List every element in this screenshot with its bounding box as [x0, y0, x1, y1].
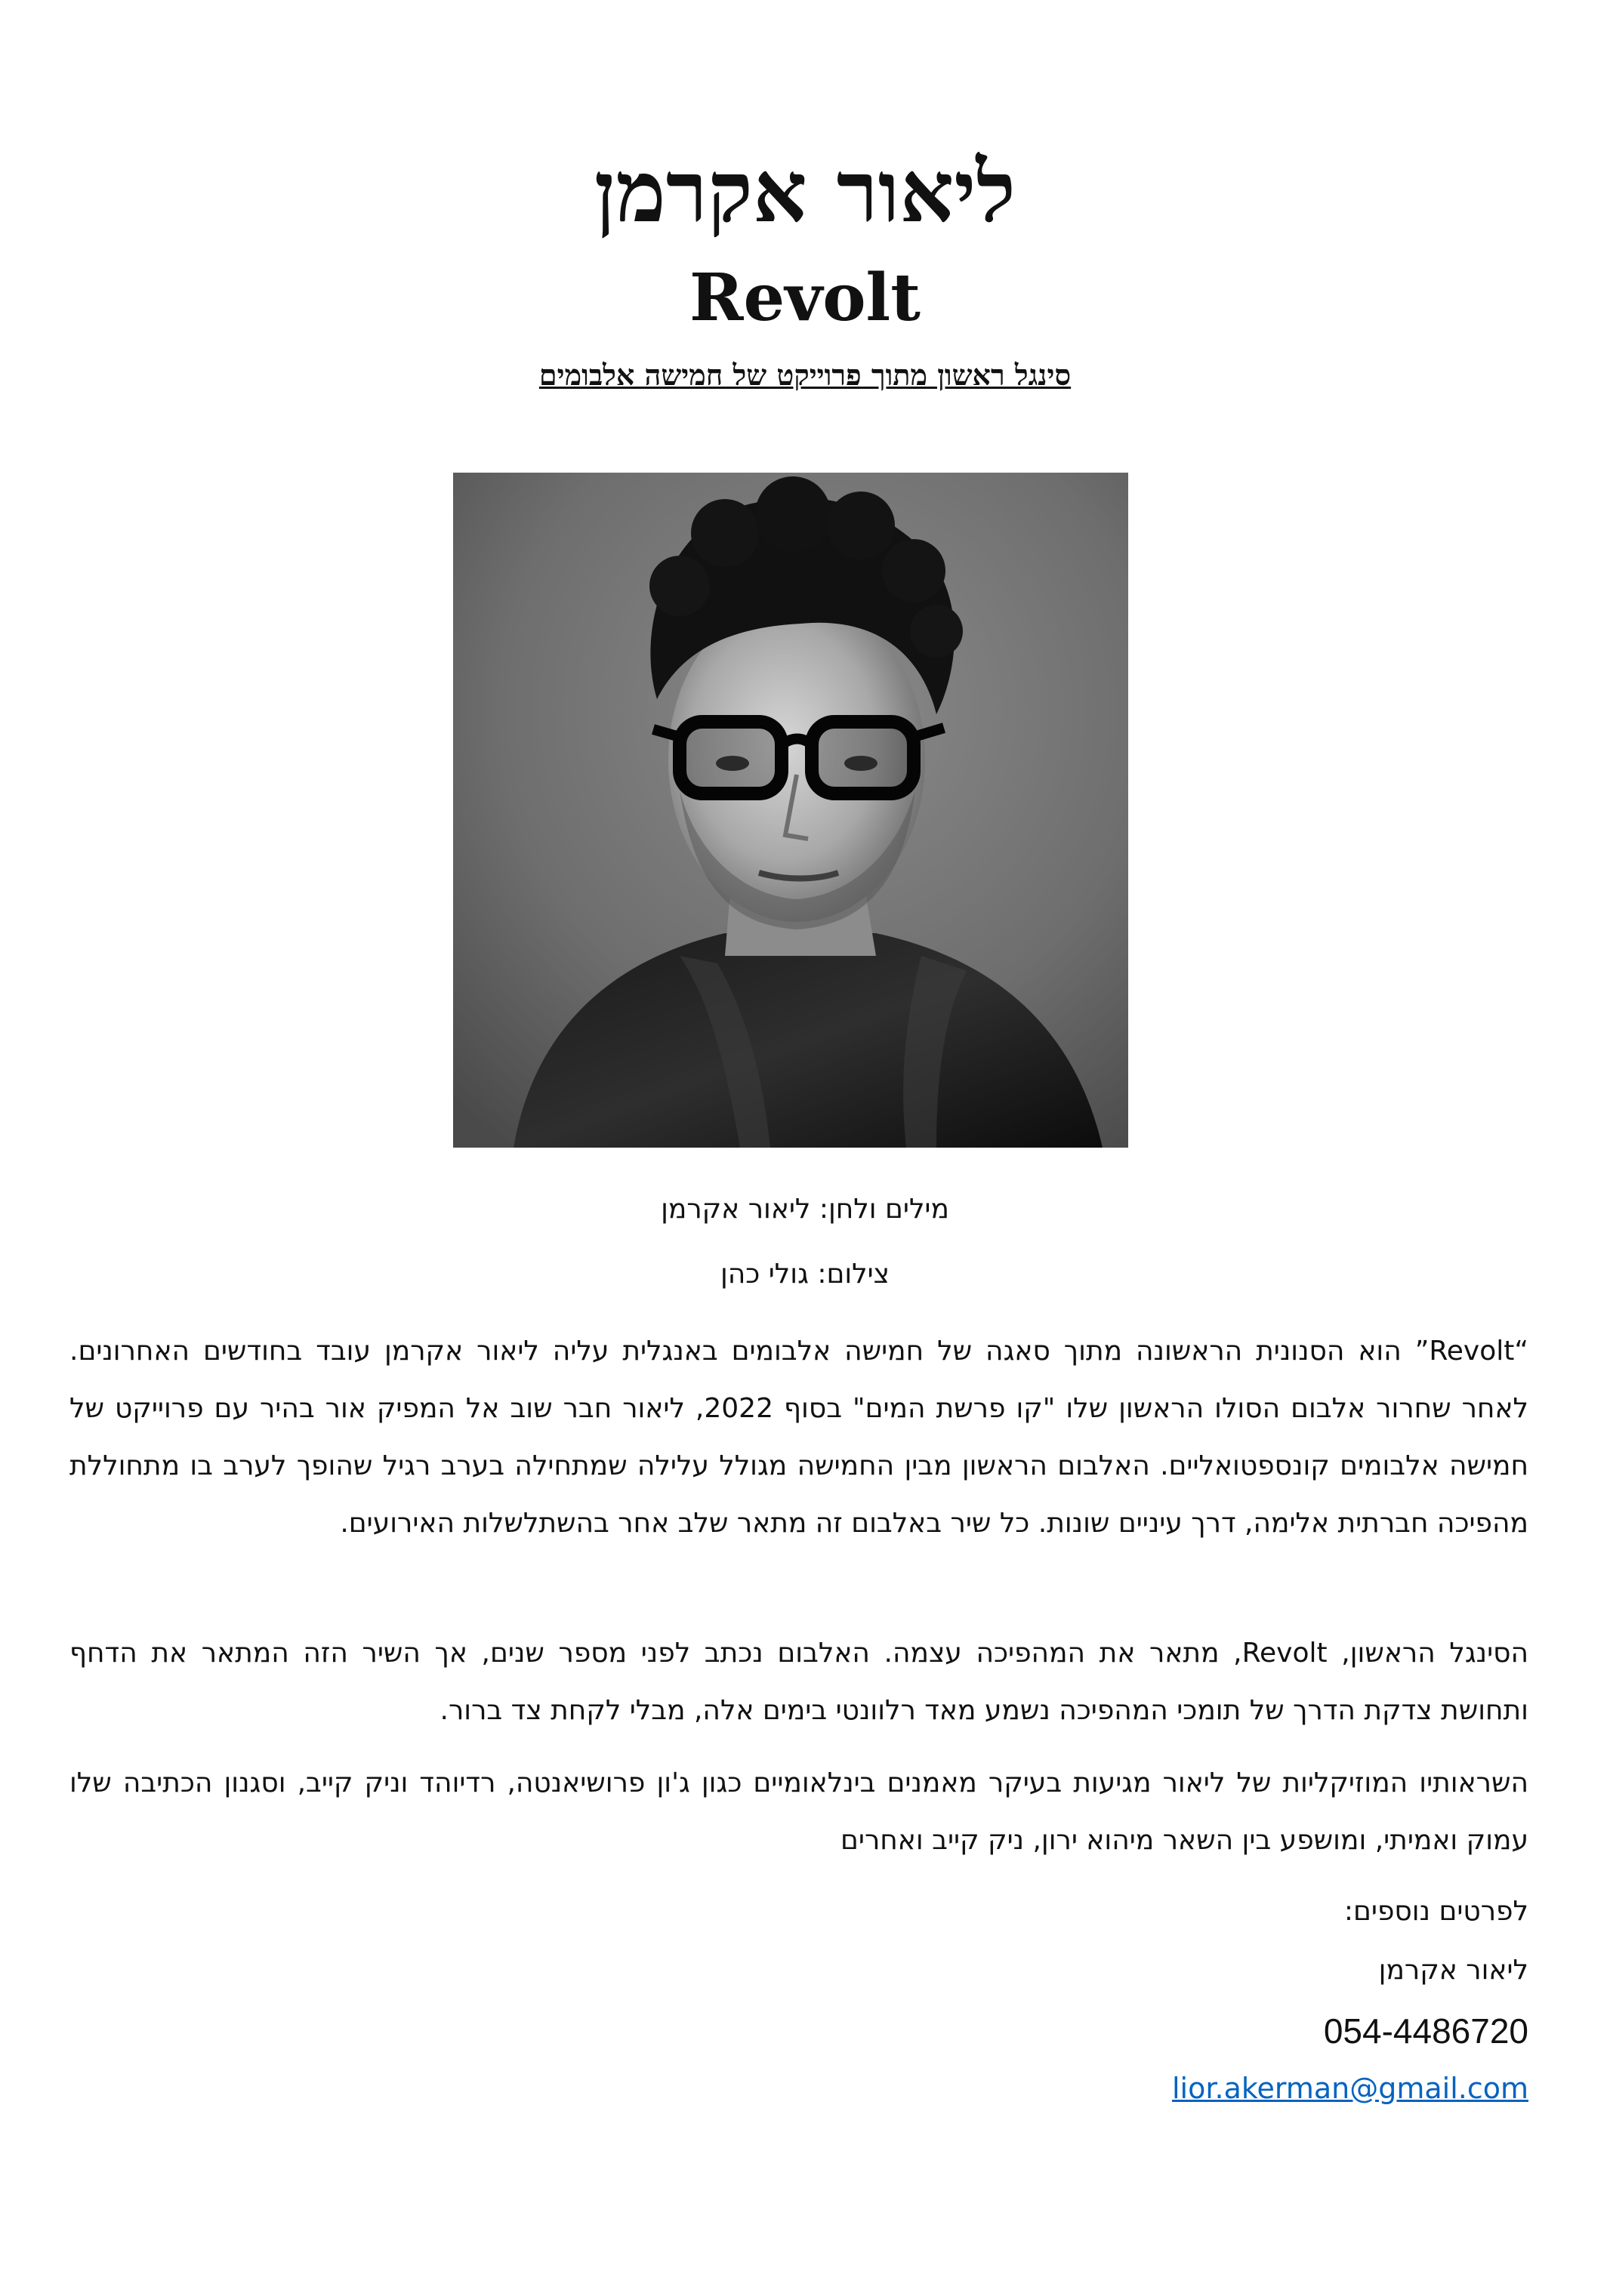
contact-phone: 054-4486720 — [1323, 2011, 1528, 2051]
song-title: Revolt — [689, 260, 921, 336]
portrait-image — [453, 473, 1128, 1148]
photography-credit: צילום: גולי כהן — [720, 1259, 890, 1290]
contact-heading: לפרטים נוספים: — [1343, 1896, 1528, 1927]
artist-name: ליאור אקרמן — [594, 143, 1016, 242]
lyrics-music-credit: מילים ולחן: ליאור אקרמן — [661, 1194, 949, 1225]
body-paragraph-1: “Revolt” הוא הסנונית הראשונה מתוך סאגה של חמישה אלבומים באנגלית עליה ליאור אקרמן עובד בחודשים האחרונים. לאחר שחרור אלבום הסולו הראשון שלו "קו פרשת המים" בסוף 2022, ליאור חבר שוב אל המפיק אור בהיר עם פרוייקט של חמישה אלבומים קונספטואליים. האלבום הראשון מבין החמישה מגולל עלילה שמתחילה בערב רגיל שהופך לערב בו מתחוללת מהפיכה חברתית אלימה, דרך עיניים שונות. כל שיר באלבום זה מתאר שלב אחר בהשתלשלות האירועים. — [69, 1336, 1528, 1539]
contact-email-link[interactable]: lior.akerman@gmail.com — [1171, 2072, 1528, 2105]
body-paragraph-2: הסינגל הראשון, Revolt, מתאר את המהפיכה עצמה. האלבום נכתב לפני מספר שנים, אך השיר הזה המתאר את הדחף ותחושת צדקת הדרך של תומכי המהפיכה נשמע מאד רלוונטי בימים אלה, מבלי לקחת צד ברור. — [69, 1638, 1529, 1726]
subtitle: סינגל ראשון מתוך פרוייקט של חמישה אלבומים — [538, 358, 1072, 392]
artist-portrait-photo — [453, 473, 1128, 1148]
body-paragraph-3: השראותיו המוזיקליות של ליאור מגיעות בעיקר מאמנים בינלאומיים כגון ג'ון פרושיאנטה, רדיוהד וניק קייב, וסגנון הכתיבה שלו עמוק ואמיתי, ומושפע בין השאר מיהוא ירון, ניק קייב ואחרים — [69, 1767, 1528, 1856]
contact-name: ליאור אקרמן — [1378, 1955, 1528, 1986]
